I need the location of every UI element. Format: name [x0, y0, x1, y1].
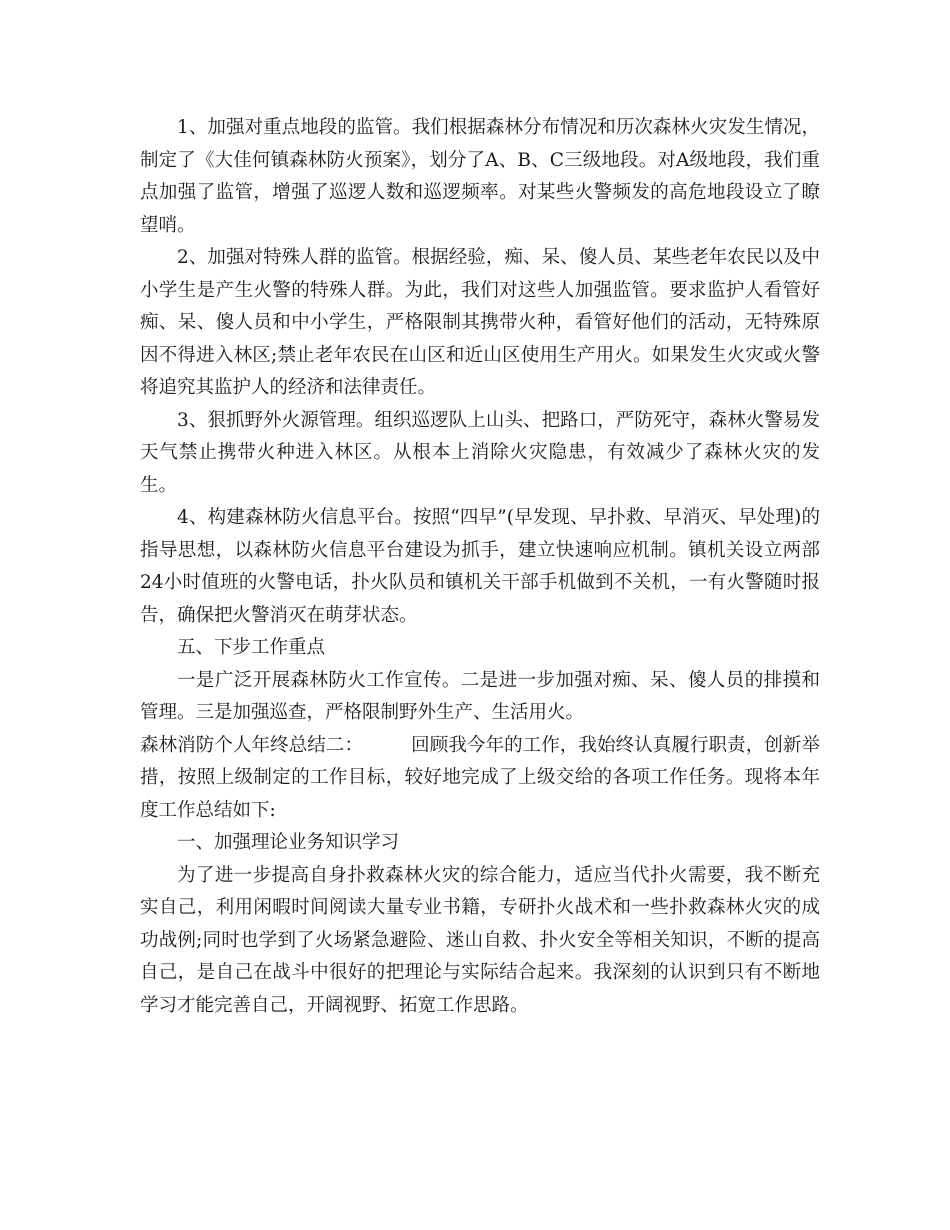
section-heading-next-steps: 五、下步工作重点: [177, 637, 326, 658]
paragraph-next-steps: 一是广泛开展森林防火工作宣传。二是进一步加强对痴、呆、傻人员的排摸和管理。三是加强巡查，严格限制野外生产、生活用火。: [140, 669, 820, 723]
paragraph-focus-areas: 1、加强对重点地段的监管。我们根据森林分布情况和历次森林火灾发生情况，制定了《大佳何镇森林防火预案》，划分了A、B、C三级地段。对A级地段，我们重点加强了监管，增强了巡逻人数和巡逻频率。对某些火警频发的高危地段设立了瞭望哨。: [140, 117, 820, 236]
summary-two-body: 回顾我今年的工作，我始终认真履行职责，创新举措，按照上级制定的工作目标，较好地完成了上级交给的各项工作任务。现将本年度工作总结如下:: [140, 734, 820, 821]
paragraph-info-platform: 4、构建森林防火信息平台。按照“四早”(早发现、早扑救、早消灭、早处理)的指导思想，以森林防火信息平台建设为抓手，建立快速响应机制。镇机关设立两部24小时值班的火警电话，扑火队员和镇机关干部手机做到不关机，一有火警随时报告，确保把火警消灭在萌芽状态。: [140, 507, 820, 626]
summary-two-title: 森林消防个人年终总结二：: [140, 734, 364, 756]
paragraph-fire-source: 3、狠抓野外火源管理。组织巡逻队上山头、把路口，严防死守，森林火警易发天气禁止携带火种进入林区。从根本上消除火灾隐患，有效减少了森林火灾的发生。: [140, 409, 820, 496]
document-page: [140, 112, 820, 1022]
paragraph-special-groups: 2、加强对特殊人群的监管。根据经验，痴、呆、傻人员、某些老年农民以及中小学生是产生火警的特殊人群。为此，我们对这些人加强监管。要求监护人看管好痴、呆、傻人员和中小学生，严格限制其携带火种，看管好他们的活动，无特殊原因不得进入林区;禁止老年农民在山区和近山区使用生产用火。如果发生火灾或火警将追究其监护人的经济和法律责任。: [140, 247, 820, 398]
paragraph-summary-two: [140, 730, 820, 828]
section-heading-study: 一、加强理论业务知识学习: [177, 832, 400, 853]
paragraph-study: 为了进一步提高自身扑救森林火灾的综合能力，适应当代扑火需要，我不断充实自己，利用闲暇时间阅读大量专业书籍，专研扑火战术和一些扑救森林火灾的成功战例;同时也学到了火场紧急避险、迷山自救、扑火安全等相关知识，不断的提高自己，是自己在战斗中很好的把理论与实际结合起来。我深刻的认识到只有不断地学习才能完善自己，开阔视野、拓宽工作思路。: [140, 864, 820, 1016]
